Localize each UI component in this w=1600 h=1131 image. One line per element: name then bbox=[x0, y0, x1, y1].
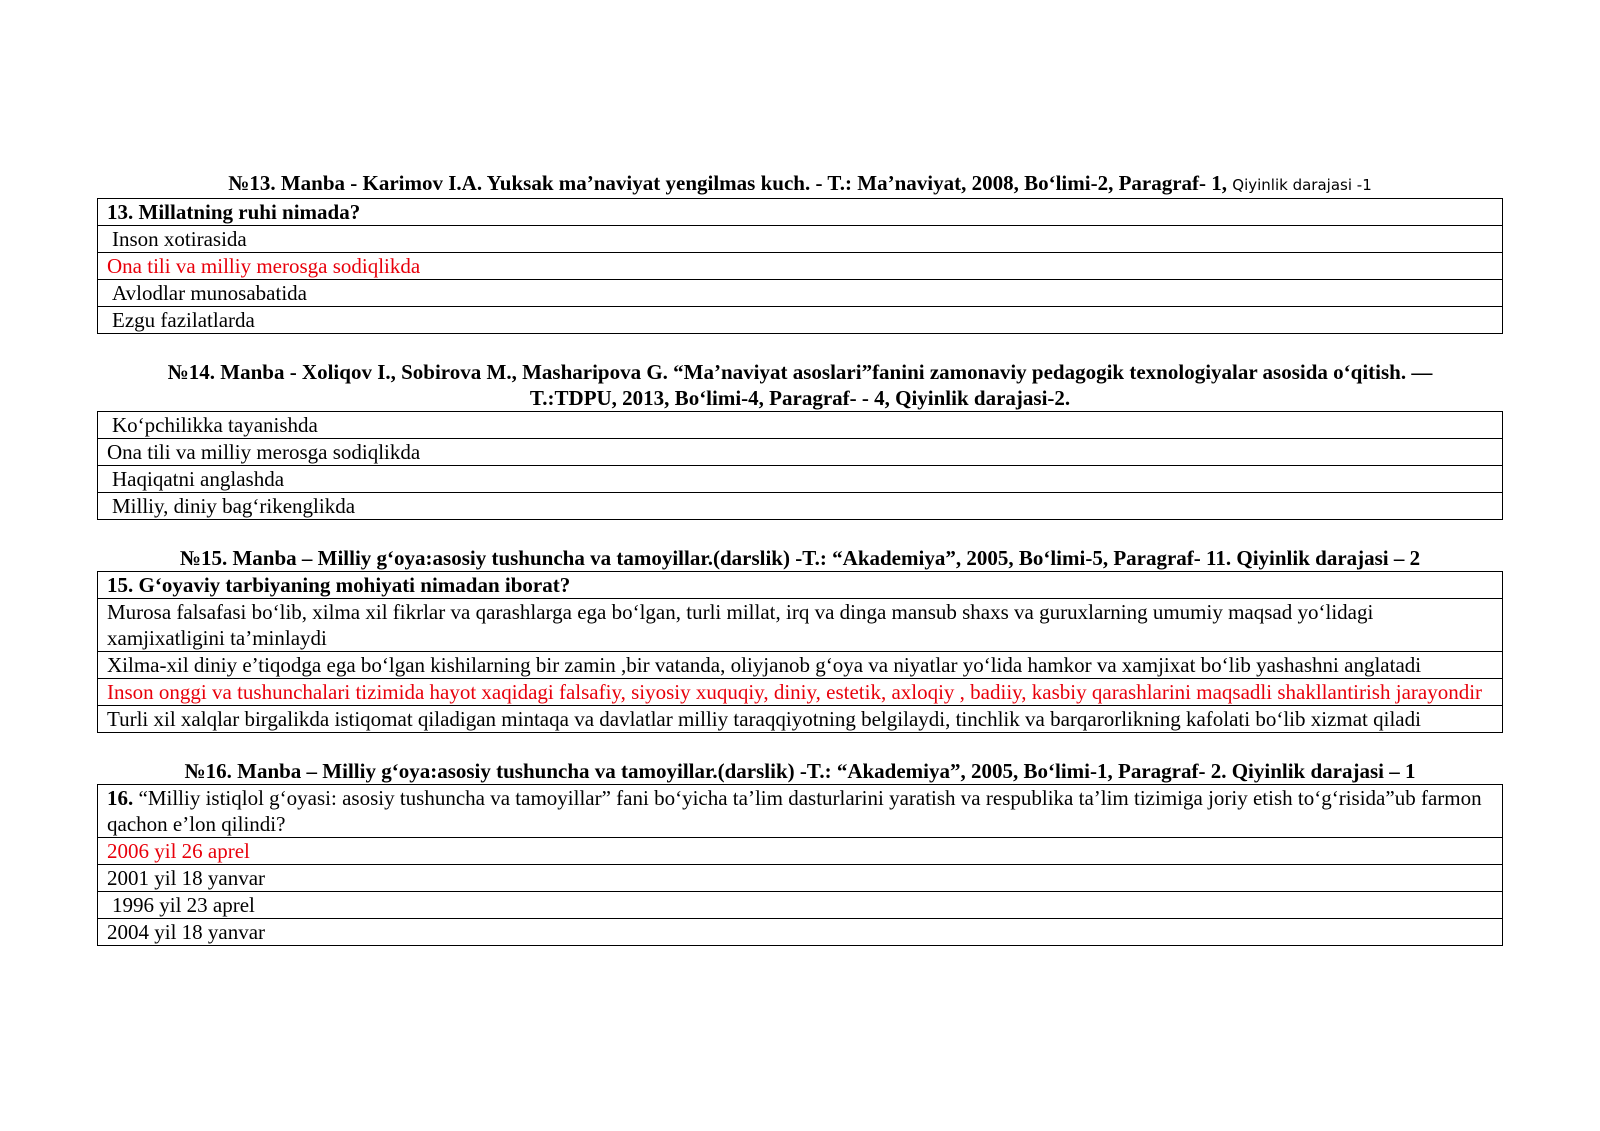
question-number: 16. bbox=[107, 786, 134, 810]
question-block-14 bbox=[97, 359, 1503, 520]
question-text bbox=[98, 785, 1503, 838]
test-page bbox=[97, 170, 1503, 971]
answer-option[interactable]: Murosa falsafasi bo‘lib, xilma xil fikrlar va qarashlarga ega bo‘lgan, turli millat, irq va dinga mansub shaxs va guruxlarning umumiy maqsad yo‘lidagi xamjixatligini ta’minlaydi bbox=[98, 599, 1503, 652]
question-block-15 bbox=[97, 545, 1503, 733]
source-heading: №16. Manba – Milliy g‘oya:asosiy tushuncha va tamoyillar.(darslik) -T.: “Akademiya”, 2005, Bo‘limi-1, Paragraf- 2. Qiyinlik darajasi – 1 bbox=[184, 759, 1416, 783]
answer-option[interactable]: Avlodlar munosabatida bbox=[98, 280, 1503, 307]
source-text: №13. Manba - Karimov I.A. Yuksak ma’naviyat yengilmas kuch. - T.: Ma’naviyat, 2008, Bo‘limi-2, Paragraf- 1, bbox=[228, 171, 1228, 195]
answer-option[interactable]: Xilma-xil diniy e’tiqodga ega bo‘lgan kishilarning bir zamin ,bir vatanda, oliyjanob g‘oya va niyatlar yo‘lida hamkor va xamjixat bo‘lib yashashni anglatadi bbox=[98, 652, 1503, 679]
answer-option[interactable]: 1996 yil 23 aprel bbox=[98, 892, 1503, 919]
answer-option-correct[interactable]: 2006 yil 26 aprel bbox=[98, 838, 1503, 865]
source-text-line-1: №14. Manba - Xoliqov I., Sobirova M., Masharipova G. “Ma’naviyat asoslari”fanini zamonaviy pedagogik texnologiyalar asosida o‘qitish. — bbox=[167, 360, 1433, 384]
question-text: 15. G‘oyaviy tarbiyaning mohiyati nimadan iborat? bbox=[98, 572, 1503, 599]
answer-option[interactable]: Ona tili va milliy merosga sodiqlikda bbox=[98, 439, 1503, 466]
question-table bbox=[97, 784, 1503, 946]
answer-option[interactable]: Turli xil xalqlar birgalikda istiqomat qiladigan mintaqa va davlatlar milliy taraqqiyotning belgilaydi, tinchlik va barqarorlikning kafolati bo‘lib xizmat qiladi bbox=[98, 706, 1503, 733]
question-text: 13. Millatning ruhi nimada? bbox=[98, 199, 1503, 226]
source-heading bbox=[97, 170, 1503, 198]
difficulty-label: Qiyinlik darajasi -1 bbox=[1232, 176, 1372, 194]
answer-option[interactable]: 2004 yil 18 yanvar bbox=[98, 919, 1503, 946]
answer-option[interactable]: Ko‘pchilikka tayanishda bbox=[98, 412, 1503, 439]
answer-option[interactable]: Milliy, diniy bag‘rikenglikda bbox=[98, 493, 1503, 520]
question-body: “Milliy istiqlol g‘oyasi: asosiy tushuncha va tamoyillar” fani bo‘yicha ta’lim dasturlarini yaratish va respublika ta’lim tizimiga joriy etish to‘g‘risida”ub farmon qachon e’lon qilindi? bbox=[107, 786, 1482, 836]
question-block-16 bbox=[97, 758, 1503, 946]
answer-option-correct[interactable]: Inson onggi va tushunchalari tizimida hayot xaqidagi falsafiy, siyosiy xuquqiy, diniy, estetik, axloqiy , badiiy, kasbiy qarashlarini maqsadli shakllantirish jarayondir bbox=[98, 679, 1503, 706]
source-text-line-2: T.:TDPU, 2013, Bo‘limi-4, Paragraf- - 4, Qiyinlik darajasi-2. bbox=[529, 386, 1071, 410]
question-table bbox=[97, 571, 1503, 733]
answer-option[interactable]: Inson xotirasida bbox=[98, 226, 1503, 253]
question-block-13 bbox=[97, 170, 1503, 334]
source-heading: №15. Manba – Milliy g‘oya:asosiy tushuncha va tamoyillar.(darslik) -T.: “Akademiya”, 2005, Bo‘limi-5, Paragraf- 11. Qiyinlik darajasi – 2 bbox=[179, 546, 1421, 570]
question-table bbox=[97, 198, 1503, 334]
answer-option[interactable]: 2001 yil 18 yanvar bbox=[98, 865, 1503, 892]
question-table bbox=[97, 411, 1503, 520]
source-heading bbox=[97, 359, 1503, 411]
answer-option[interactable]: Ezgu fazilatlarda bbox=[98, 307, 1503, 334]
answer-option-correct[interactable]: Ona tili va milliy merosga sodiqlikda bbox=[98, 253, 1503, 280]
answer-option[interactable]: Haqiqatni anglashda bbox=[98, 466, 1503, 493]
